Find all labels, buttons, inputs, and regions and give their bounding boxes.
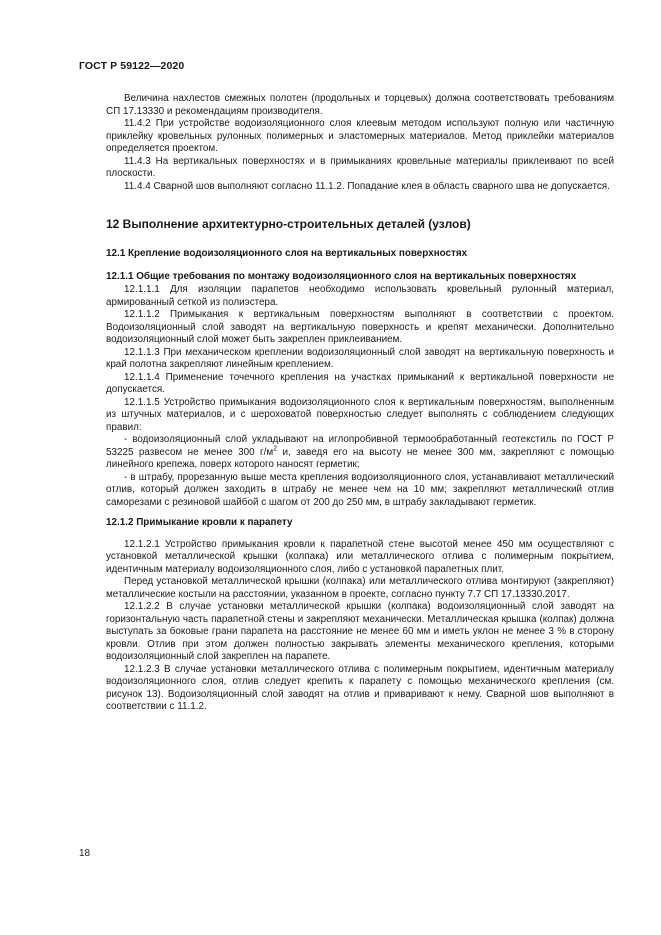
paragraph: 12.1.2.1 Устройство примыкания кровли к парапетной стене высотой менее 450 мм осуществляют с установкой металлической крышки (колпака) или металлического отлива с полимерным покрытием, идентичным материалу водоизоляционного слоя, либо с установкой парапетных плит. bbox=[106, 538, 614, 575]
paragraph: 12.1.1.3 При механическом креплении водоизоляционный слой заводят на вертикальную поверхность и край полотна закрепляют линейным креплением. bbox=[106, 346, 614, 370]
paragraph: 11.4.3 На вертикальных поверхностях и в примыканиях кровельные материалы приклеивают по всей плоскости. bbox=[106, 155, 614, 179]
bullet-text: - водоизоляционный слой укладывают на иглопробивной термообработанный геотекстиль по ГОСТ Р 53225 развесом не менее 300 г/м bbox=[106, 434, 614, 458]
bullet-item bbox=[106, 434, 614, 472]
paragraph: 11.4.4 Сварной шов выполняют согласно 11.1.2. Попадание клея в область сварного шва не допускается. bbox=[124, 180, 610, 192]
subsubsection-title: 12.1.1 Общие требования по монтажу водоизоляционного слоя на вертикальных поверхностях bbox=[106, 270, 577, 282]
page-content bbox=[106, 93, 614, 714]
paragraph: 11.4.2 При устройстве водоизоляционного слоя клеевым методом используют полную или частичную приклейку кровельных рулонных полимерных и эластомерных материалов. Метод приклейки материалов определяется проектом. bbox=[106, 118, 614, 154]
subsection-title: 12.1.2 Примыкание кровли к парапету bbox=[106, 517, 293, 528]
paragraph: 12.1.2.2 В случае установки металлической крышки (колпака) водоизоляционный слой заводят на горизонтальную часть парапетной стены и закрепляют механически. Металлическая крышка (колпак) должна выступать за боковые грани парапета на расстояние не менее 60 мм и иметь уклон не менее 3 % в сторону кровли. Отлив при этом должен полностью закрывать элементы механического крепления, которыми водоизоляционный слой закреплен на парапете. bbox=[106, 601, 614, 662]
subsection-title: 12.1 Крепление водоизоляционного слоя на вертикальных поверхностях bbox=[106, 248, 468, 259]
page-number: 18 bbox=[79, 848, 91, 859]
paragraph: Величина нахлестов смежных полотен (продольных и торцевых) должна соответствовать требованиям СП 17.13330 и рекомендациям производителя. bbox=[106, 93, 614, 117]
paragraph: 12.1.1.4 Применение точечного крепления на участках примыканий к вертикальной поверхности не допускается. bbox=[106, 371, 614, 395]
section-title: 12 Выполнение архитектурно-строительных деталей (узлов) bbox=[106, 217, 471, 231]
paragraph: 12.1.1.2 Примыкания к вертикальным поверхностям выполняют в соответствии с проектом. Водоизоляционный слой заводят на вертикальную поверхность и крепят механически. Дополнительно водоизоляционный слой может быть закреплен приклеиванием. bbox=[106, 309, 614, 345]
superscript: 2 bbox=[273, 445, 278, 453]
paragraph: 12.1.2.3 В случае установки металлического отлива с полимерным покрытием, идентичным материалу водоизоляционного слоя, отлив следует крепить к парапету с помощью механического крепления (см. рисунок 13). Водоизоляционный слой заводят на отлив и приваривают к нему. Сварной шов выполняют в соответствии с 11.1.2. bbox=[106, 663, 614, 712]
bullet-text: и, заведя его на высоту не менее 300 мм, закрепляют с помощью линейного крепежа, поверх которого наносят герметик; bbox=[106, 446, 614, 470]
paragraph: 12.1.1.1 Для изоляции парапетов необходимо использовать кровельный рулонный материал, армированный сеткой из полиэстера. bbox=[106, 284, 614, 308]
bullet-item: - в штрабу, прорезанную выше места крепления водоизоляционного слоя, устанавливают металлический отлив, который должен заходить в штрабу не менее чем на 10 мм; закрепляют металлический отлив саморезами с резиновой шайбой с шагом от 200 до 250 мм, в штрабу закладывают герметик. bbox=[106, 471, 614, 508]
paragraph: Перед установкой металлической крышки (колпака) или металлического отлива монтируют (закрепляют) металлические костыли на расстоянии, указанном в проекте, согласно пункту 7.7 СП 17.13330.2017. bbox=[106, 576, 614, 600]
paragraph: 12.1.1.5 Устройство примыкания водоизоляционного слоя к вертикальным поверхностям, выполненным из штучных материалов, и с шероховатой поверхностью следует выполнять с соблюдением следующих правил: bbox=[106, 396, 614, 433]
document-header: ГОСТ Р 59122—2020 bbox=[79, 60, 185, 72]
